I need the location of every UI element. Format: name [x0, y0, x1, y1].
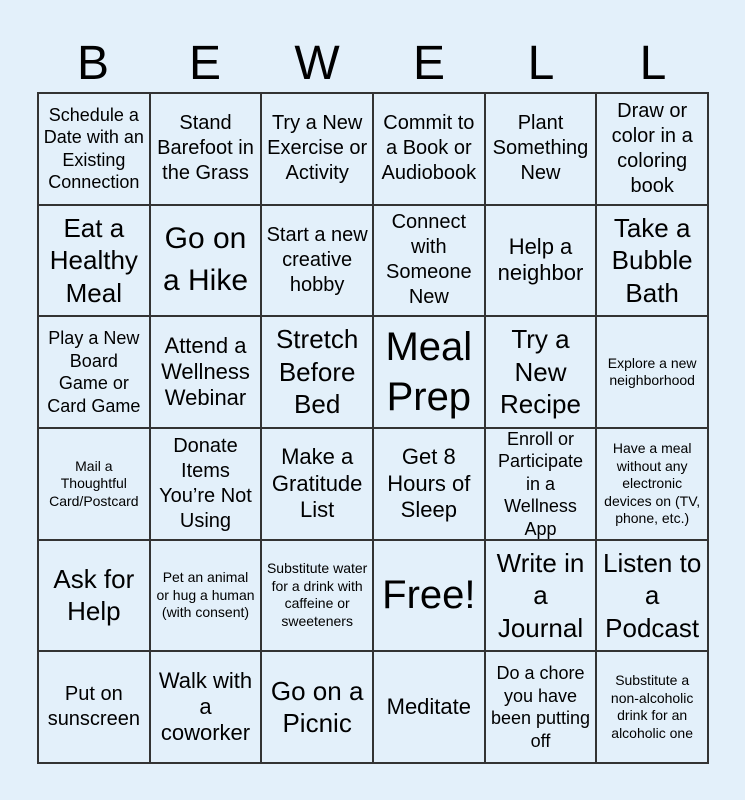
- free-space[interactable]: Free!: [373, 540, 485, 652]
- bingo-cell[interactable]: Take a Bubble Bath: [596, 205, 708, 317]
- bingo-cell[interactable]: Go on a Picnic: [261, 651, 373, 763]
- bingo-cell[interactable]: Draw or color in a coloring book: [596, 93, 708, 205]
- bingo-cell[interactable]: Do a chore you have been putting off: [485, 651, 597, 763]
- bingo-cell[interactable]: Stretch Before Bed: [261, 316, 373, 428]
- bingo-cell[interactable]: Donate Items You’re Not Using: [150, 428, 262, 540]
- bingo-cell[interactable]: Meditate: [373, 651, 485, 763]
- bingo-cell[interactable]: Put on sunscreen: [38, 651, 150, 763]
- bingo-cell[interactable]: Connect with Someone New: [373, 205, 485, 317]
- bingo-cell[interactable]: Substitute a non-alcoholic drink for an alcoholic one: [596, 651, 708, 763]
- bingo-cell[interactable]: Get 8 Hours of Sleep: [373, 428, 485, 540]
- bingo-cell[interactable]: Play a New Board Game or Card Game: [38, 316, 150, 428]
- bingo-cell[interactable]: Commit to a Book or Audiobook: [373, 93, 485, 205]
- bingo-cell[interactable]: Walk with a coworker: [150, 651, 262, 763]
- bingo-cell[interactable]: Have a meal without any electronic devices on (TV, phone, etc.): [596, 428, 708, 540]
- bingo-cell[interactable]: Try a New Exercise or Activity: [261, 93, 373, 205]
- header-letter-b: B: [76, 37, 109, 90]
- bingo-cell[interactable]: Mail a Thoughtful Card/Postcard: [38, 428, 150, 540]
- header-letter-e: E: [188, 37, 221, 90]
- bingo-cell[interactable]: Write in a Journal: [485, 540, 597, 652]
- bingo-cell[interactable]: Ask for Help: [38, 540, 150, 652]
- header-letter-e2: E: [412, 37, 445, 90]
- header-letter-l: L: [527, 37, 555, 90]
- bingo-cell[interactable]: Attend a Wellness Webinar: [150, 316, 262, 428]
- bingo-cell[interactable]: Eat a Healthy Meal: [38, 205, 150, 317]
- bingo-cell[interactable]: Explore a new neighborhood: [596, 316, 708, 428]
- header-letter-w: W: [294, 37, 340, 90]
- bingo-cell[interactable]: Start a new creative hobby: [261, 205, 373, 317]
- header-letter-l2: L: [639, 37, 667, 90]
- bingo-cell[interactable]: Try a New Recipe: [485, 316, 597, 428]
- bingo-cell[interactable]: Make a Gratitude List: [261, 428, 373, 540]
- bingo-cell[interactable]: Listen to a Podcast: [596, 540, 708, 652]
- bingo-cell[interactable]: Schedule a Date with an Existing Connection: [38, 93, 150, 205]
- bingo-cell[interactable]: Meal Prep: [373, 316, 485, 428]
- bingo-board: [37, 92, 709, 764]
- bingo-cell[interactable]: Enroll or Participate in a Wellness App: [485, 428, 597, 540]
- bingo-cell[interactable]: Plant Something New: [485, 93, 597, 205]
- bingo-cell[interactable]: Pet an animal or hug a human (with consent): [150, 540, 262, 652]
- bingo-cell[interactable]: Substitute water for a drink with caffeine or sweeteners: [261, 540, 373, 652]
- bingo-cell[interactable]: Help a neighbor: [485, 205, 597, 317]
- bingo-cell[interactable]: Go on a Hike: [150, 205, 262, 317]
- bingo-cell[interactable]: Stand Barefoot in the Grass: [150, 93, 262, 205]
- bingo-header: [37, 36, 709, 92]
